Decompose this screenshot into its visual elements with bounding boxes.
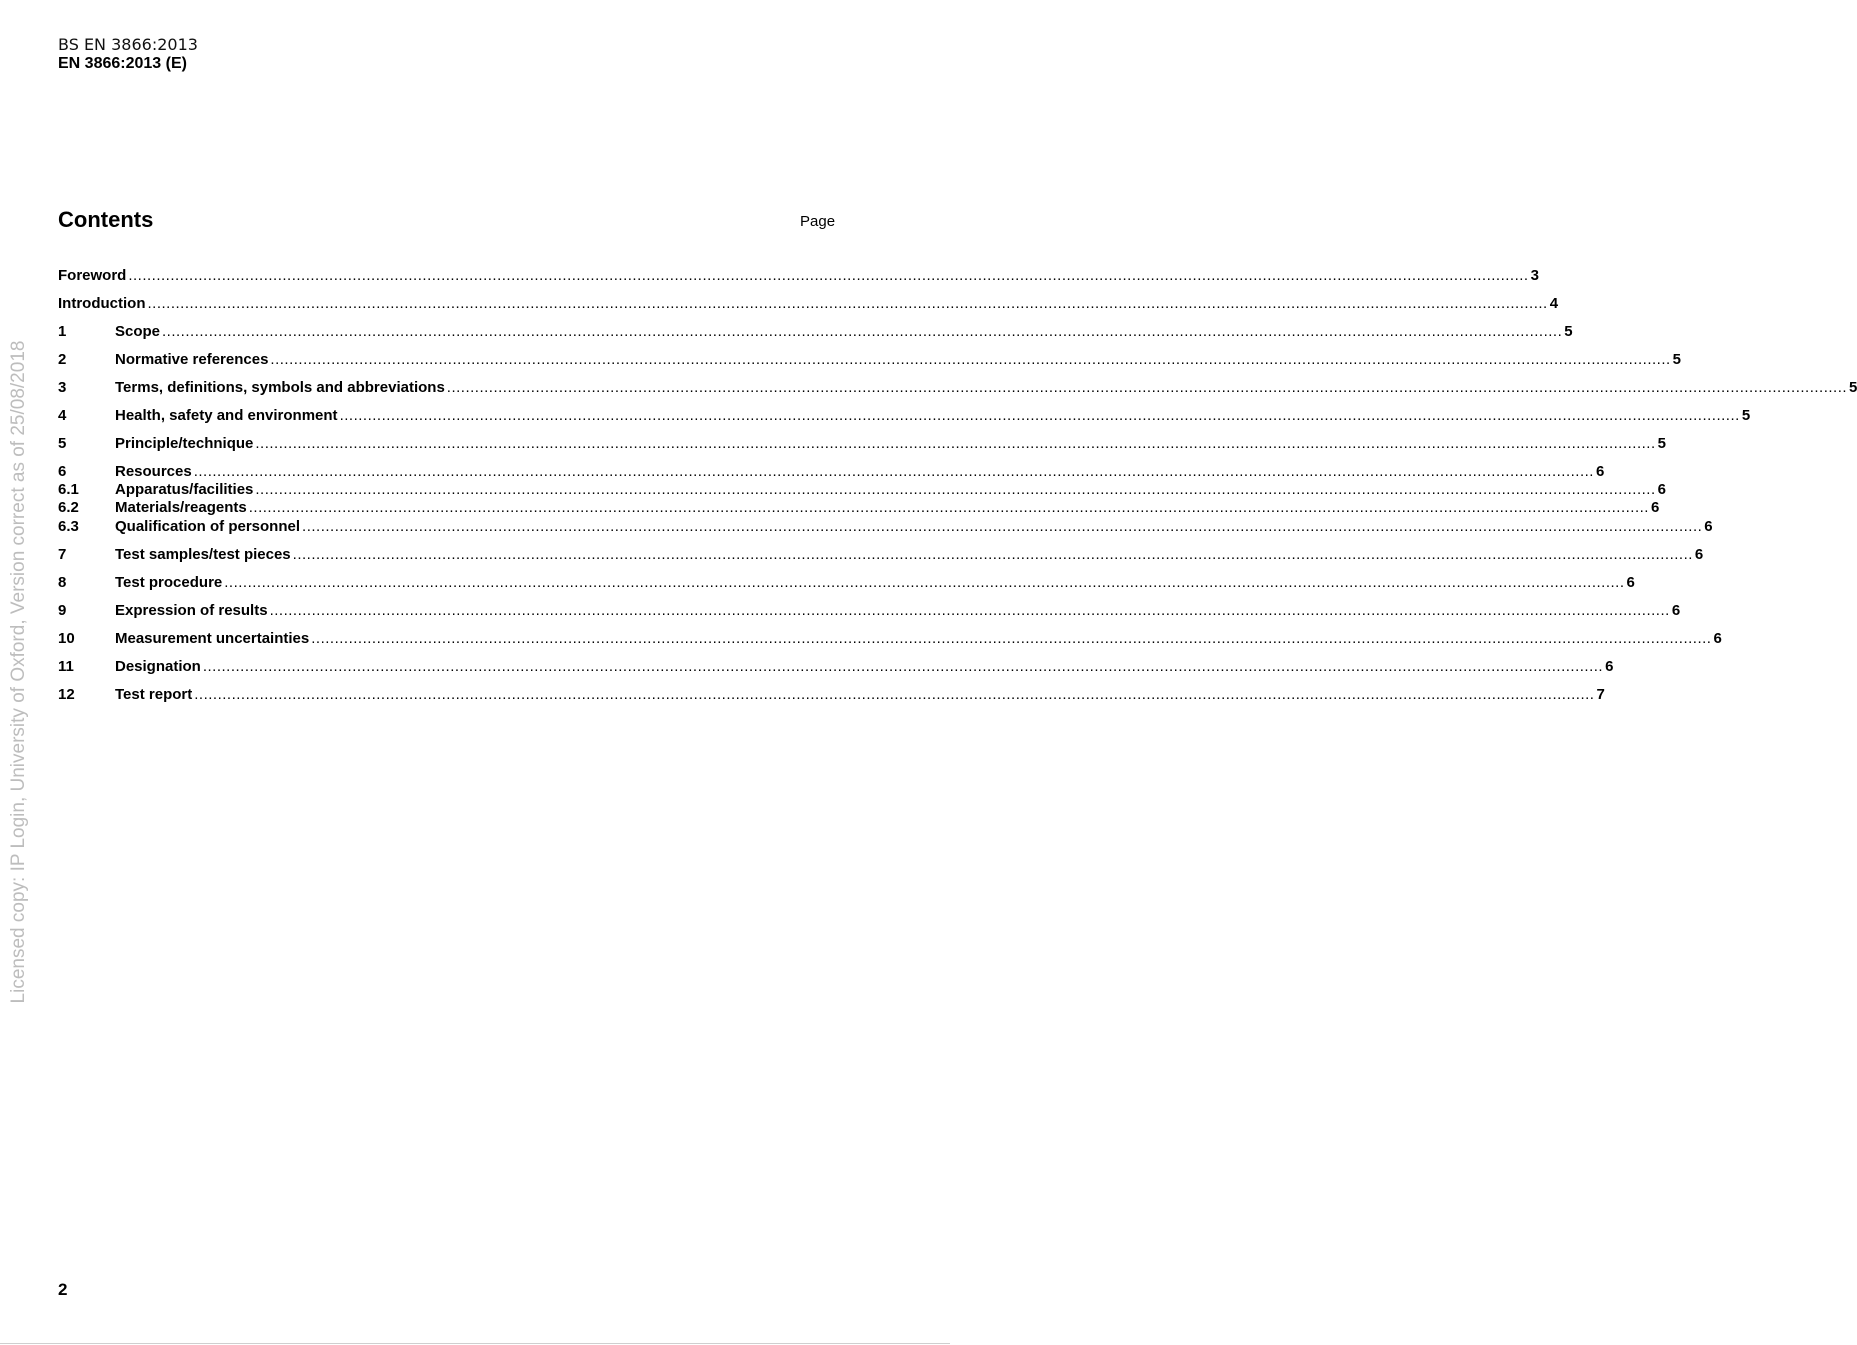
toc-entry-page: 5 [1657, 435, 1666, 452]
toc-leader-dots: ............................................................................................................................................................................................................................................................................................................ [302, 518, 1703, 535]
toc-entry-number: 4 [58, 407, 67, 424]
toc-entry-1[interactable] [58, 323, 1573, 341]
toc-entry-page: 6 [1694, 546, 1704, 563]
toc-entry-title: Materials/reagents [115, 499, 247, 516]
toc-entry-title: Normative references [115, 351, 269, 368]
page-column-label: Page [800, 213, 836, 230]
toc-entry-page: 4 [1549, 295, 1559, 312]
toc-entry-number: 6.2 [58, 499, 79, 516]
toc-entry-title: Test samples/test pieces [115, 546, 291, 563]
toc-entry-title: Principle/technique [115, 435, 254, 452]
contents-heading: Contents [58, 207, 154, 232]
toc-entry-page: 7 [1596, 686, 1605, 703]
toc-entry-title: Resources [115, 463, 192, 480]
toc-leader-dots: ............................................................................................................................................................................................................................................................................................................ [194, 686, 1595, 703]
toc-entry-title: Test report [115, 686, 193, 703]
toc-entry-number: 11 [58, 658, 74, 675]
toc-entry-12[interactable] [58, 686, 1605, 704]
toc-leader-dots: ............................................................................................................................................................................................................................................................................................................ [292, 546, 1693, 563]
toc-leader-dots: ............................................................................................................................................................................................................................................................................................................ [202, 658, 1604, 675]
toc-entry-title: Apparatus/facilities [115, 481, 254, 498]
toc-leader-dots: ............................................................................................................................................................................................................................................................................................................ [248, 499, 1649, 516]
toc-entry-title: Scope [115, 323, 161, 340]
toc-leader-dots: ............................................................................................................................................................................................................................................................................................................ [270, 351, 1671, 368]
toc-leader-dots: ............................................................................................................................................................................................................................................................................................................ [224, 574, 1625, 591]
toc-entry-5[interactable] [58, 435, 1666, 453]
page-number: 2 [58, 1280, 68, 1299]
toc-entry-page: 5 [1672, 351, 1682, 368]
toc-leader-dots: ............................................................................................................................................................................................................................................................................................................ [255, 481, 1656, 498]
toc-entry-page: 6 [1671, 602, 1681, 619]
standard-code-bs: BS EN 3866:2013 [58, 35, 198, 54]
toc-entry-number: 12 [58, 686, 75, 703]
toc-entry-number: 7 [58, 546, 67, 563]
page-bottom-edge [0, 1343, 950, 1344]
toc-entry-6-1[interactable] [58, 481, 1666, 499]
toc-entry-title: Expression of results [115, 602, 268, 619]
toc-entry-page: 6 [1650, 499, 1660, 516]
toc-entry-number: 10 [58, 630, 75, 647]
toc-entry-6[interactable] [58, 463, 1605, 481]
toc-entry-9[interactable] [58, 602, 1681, 620]
toc-leader-dots: ............................................................................................................................................................................................................................................................................................................ [339, 407, 1740, 424]
toc-entry-title: Terms, definitions, symbols and abbreviations [115, 379, 445, 396]
toc-entry-page: 6 [1595, 463, 1605, 480]
toc-entry-title: Introduction [58, 295, 146, 312]
toc-entry-number: 2 [58, 351, 67, 368]
toc-entry-page: 6 [1657, 481, 1666, 498]
toc-entry-title: Test procedure [115, 574, 223, 591]
toc-entry-6-3[interactable] [58, 518, 1713, 536]
toc-entry-number: 6.3 [58, 518, 79, 535]
toc-leader-dots: ............................................................................................................................................................................................................................................................................................................ [193, 463, 1594, 480]
toc-leader-dots: ............................................................................................................................................................................................................................................................................................................ [446, 379, 1848, 396]
standard-code-en: EN 3866:2013 (E) [58, 55, 187, 72]
toc-entry-title: Qualification of personnel [115, 518, 301, 535]
toc-entry-introduction[interactable] [58, 295, 1559, 313]
toc-entry-number: 6 [58, 463, 67, 480]
toc-entry-page: 6 [1626, 574, 1635, 591]
toc-entry-number: 8 [58, 574, 67, 591]
toc-entry-page: 6 [1605, 658, 1614, 675]
toc-leader-dots: ............................................................................................................................................................................................................................................................................................................ [255, 435, 1656, 452]
toc-entry-page: 5 [1849, 379, 1857, 396]
toc-entry-8[interactable] [58, 574, 1635, 592]
toc-entry-7[interactable] [58, 546, 1704, 564]
toc-entry-6-2[interactable] [58, 499, 1660, 517]
toc-entry-number: 9 [58, 602, 67, 619]
toc-leader-dots: ............................................................................................................................................................................................................................................................................................................ [147, 295, 1548, 312]
toc-entry-number: 3 [58, 379, 67, 396]
toc-entry-number: 6.1 [58, 481, 79, 498]
toc-entry-2[interactable] [58, 351, 1682, 369]
toc-entry-title: Measurement uncertainties [115, 630, 310, 647]
toc-entry-foreword[interactable] [58, 267, 1539, 285]
toc-entry-page: 6 [1713, 630, 1722, 647]
toc-entry-4[interactable] [58, 407, 1751, 425]
toc-leader-dots: ............................................................................................................................................................................................................................................................................................................ [311, 630, 1712, 647]
toc-entry-title: Foreword [58, 267, 127, 284]
toc-entry-10[interactable] [58, 630, 1722, 648]
toc-entry-page: 5 [1741, 407, 1751, 424]
toc-entry-3[interactable] [58, 379, 1857, 397]
toc-leader-dots: ............................................................................................................................................................................................................................................................................................................ [269, 602, 1670, 619]
toc-entry-page: 5 [1564, 323, 1573, 340]
toc-leader-dots: ............................................................................................................................................................................................................................................................................................................ [128, 267, 1529, 284]
toc-entry-title: Designation [115, 658, 201, 675]
toc-entry-number: 1 [58, 323, 67, 340]
toc-leader-dots: ............................................................................................................................................................................................................................................................................................................ [162, 323, 1563, 340]
toc-entry-title: Health, safety and environment [115, 407, 338, 424]
toc-entry-11[interactable] [58, 658, 1614, 676]
toc-entry-page: 3 [1530, 267, 1539, 284]
toc-entry-page: 6 [1704, 518, 1713, 535]
license-watermark: Licensed copy: IP Login, University of Oxford, Version correct as of 25/08/2018 [8, 340, 29, 1004]
toc-entry-number: 5 [58, 435, 67, 452]
